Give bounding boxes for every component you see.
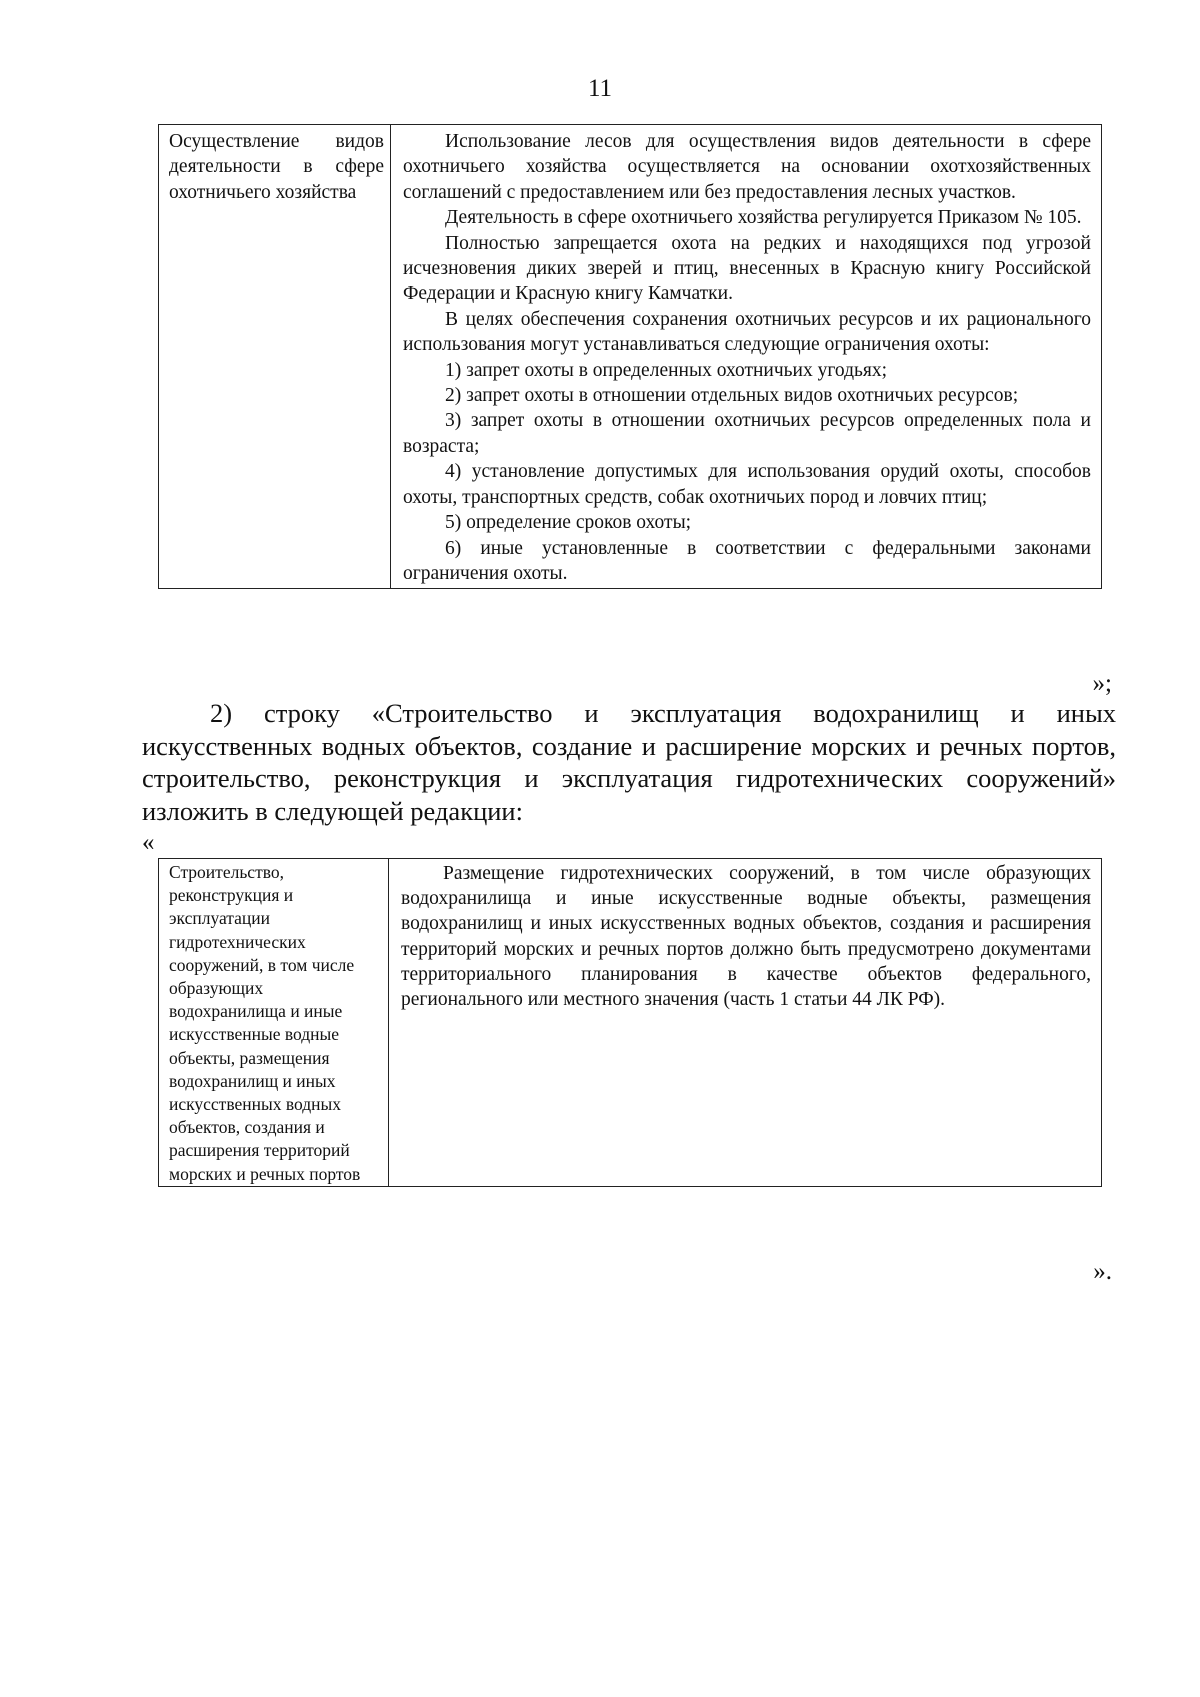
amendment-paragraph: 2) строку «Строительство и эксплуатация водохранилищ и иных искусственных водных объектов, создание и расширение морских и речных портов, строительство, реконструкция и эксплуатация гидротехнических сооружений» изложить в следующей редакции: xyxy=(142,698,1116,826)
rule-list-item: 2) запрет охоты в отношении отдельных видов охотничьих ресурсов; xyxy=(445,385,1019,407)
rule-paragraph: Использование лесов для осуществления видов деятельности в сфере охотничьего хозяйства осуществляется на основании охотхозяйственных соглашений с предоставлением или без предоставления лесных участков. xyxy=(403,131,1091,203)
rule-paragraph: Деятельность в сфере охотничьего хозяйства регулируется Приказом № 105. xyxy=(445,207,1082,229)
closing-quote-1: »; xyxy=(1092,670,1112,697)
activity-rules-cell xyxy=(389,859,1102,1187)
rule-list-item: 1) запрет охоты в определенных охотничьих угодьях; xyxy=(445,359,888,381)
hunting-activity-table xyxy=(158,124,1102,589)
closing-quote-2: ». xyxy=(1093,1258,1112,1285)
rule-paragraph: В целях обеспечения сохранения охотничьих ресурсов и их рационального использования могут устанавливаться следующие ограничения охоты: xyxy=(403,308,1091,356)
activity-type-cell xyxy=(159,125,391,589)
table-row xyxy=(159,859,1102,1187)
rule-list-item: 5) определение сроков охоты; xyxy=(445,512,692,534)
opening-quote-2: « xyxy=(142,829,155,856)
rule-list-item: 6) иные установленные в соответствии с федеральными законами ограничения охоты. xyxy=(403,537,1091,584)
activity-rules-cell xyxy=(391,125,1102,589)
activity-type-cell xyxy=(159,859,389,1187)
page-number: 11 xyxy=(587,75,613,102)
hydro-structures-table xyxy=(158,858,1102,1187)
table-row xyxy=(159,125,1102,589)
rule-paragraph: Полностью запрещается охота на редких и находящихся под угрозой исчезновения диких зверей и птиц, внесенных в Красную книгу Российской Федерации и Красную книгу Камчатки. xyxy=(403,232,1091,305)
rule-list-item: 3) запрет охоты в отношении охотничьих ресурсов определенных пола и возраста; xyxy=(403,410,1091,457)
activity-type-label: Осуществление видов деятельности в сфере охотничьего хозяйства xyxy=(169,131,384,203)
activity-type-label: Строительство, реконструкция и эксплуатации гидротехнических сооружений, в том числе образующих водохранилища и иные искусственные водные объекты, размещения водохранилищ и иных искусственных водных объектов, создания и расширения территорий морских и речных портов xyxy=(169,862,361,1184)
rule-list-item: 4) установление допустимых для использования орудий охоты, способов охоты, транспортных средств, собак охотничьих пород и ловчих птиц; xyxy=(403,461,1091,508)
rule-paragraph: Размещение гидротехнических сооружений, в том числе образующих водохранилища и иные искусственные водные объекты, размещения водохранилищ и иных искусственных водных объектов, создания и расширения территорий морских и речных портов должно быть предусмотрено документами территориального планирования в качестве объектов федерального, регионального или местного значения (часть 1 статьи 44 ЛК РФ). xyxy=(401,863,1091,1011)
